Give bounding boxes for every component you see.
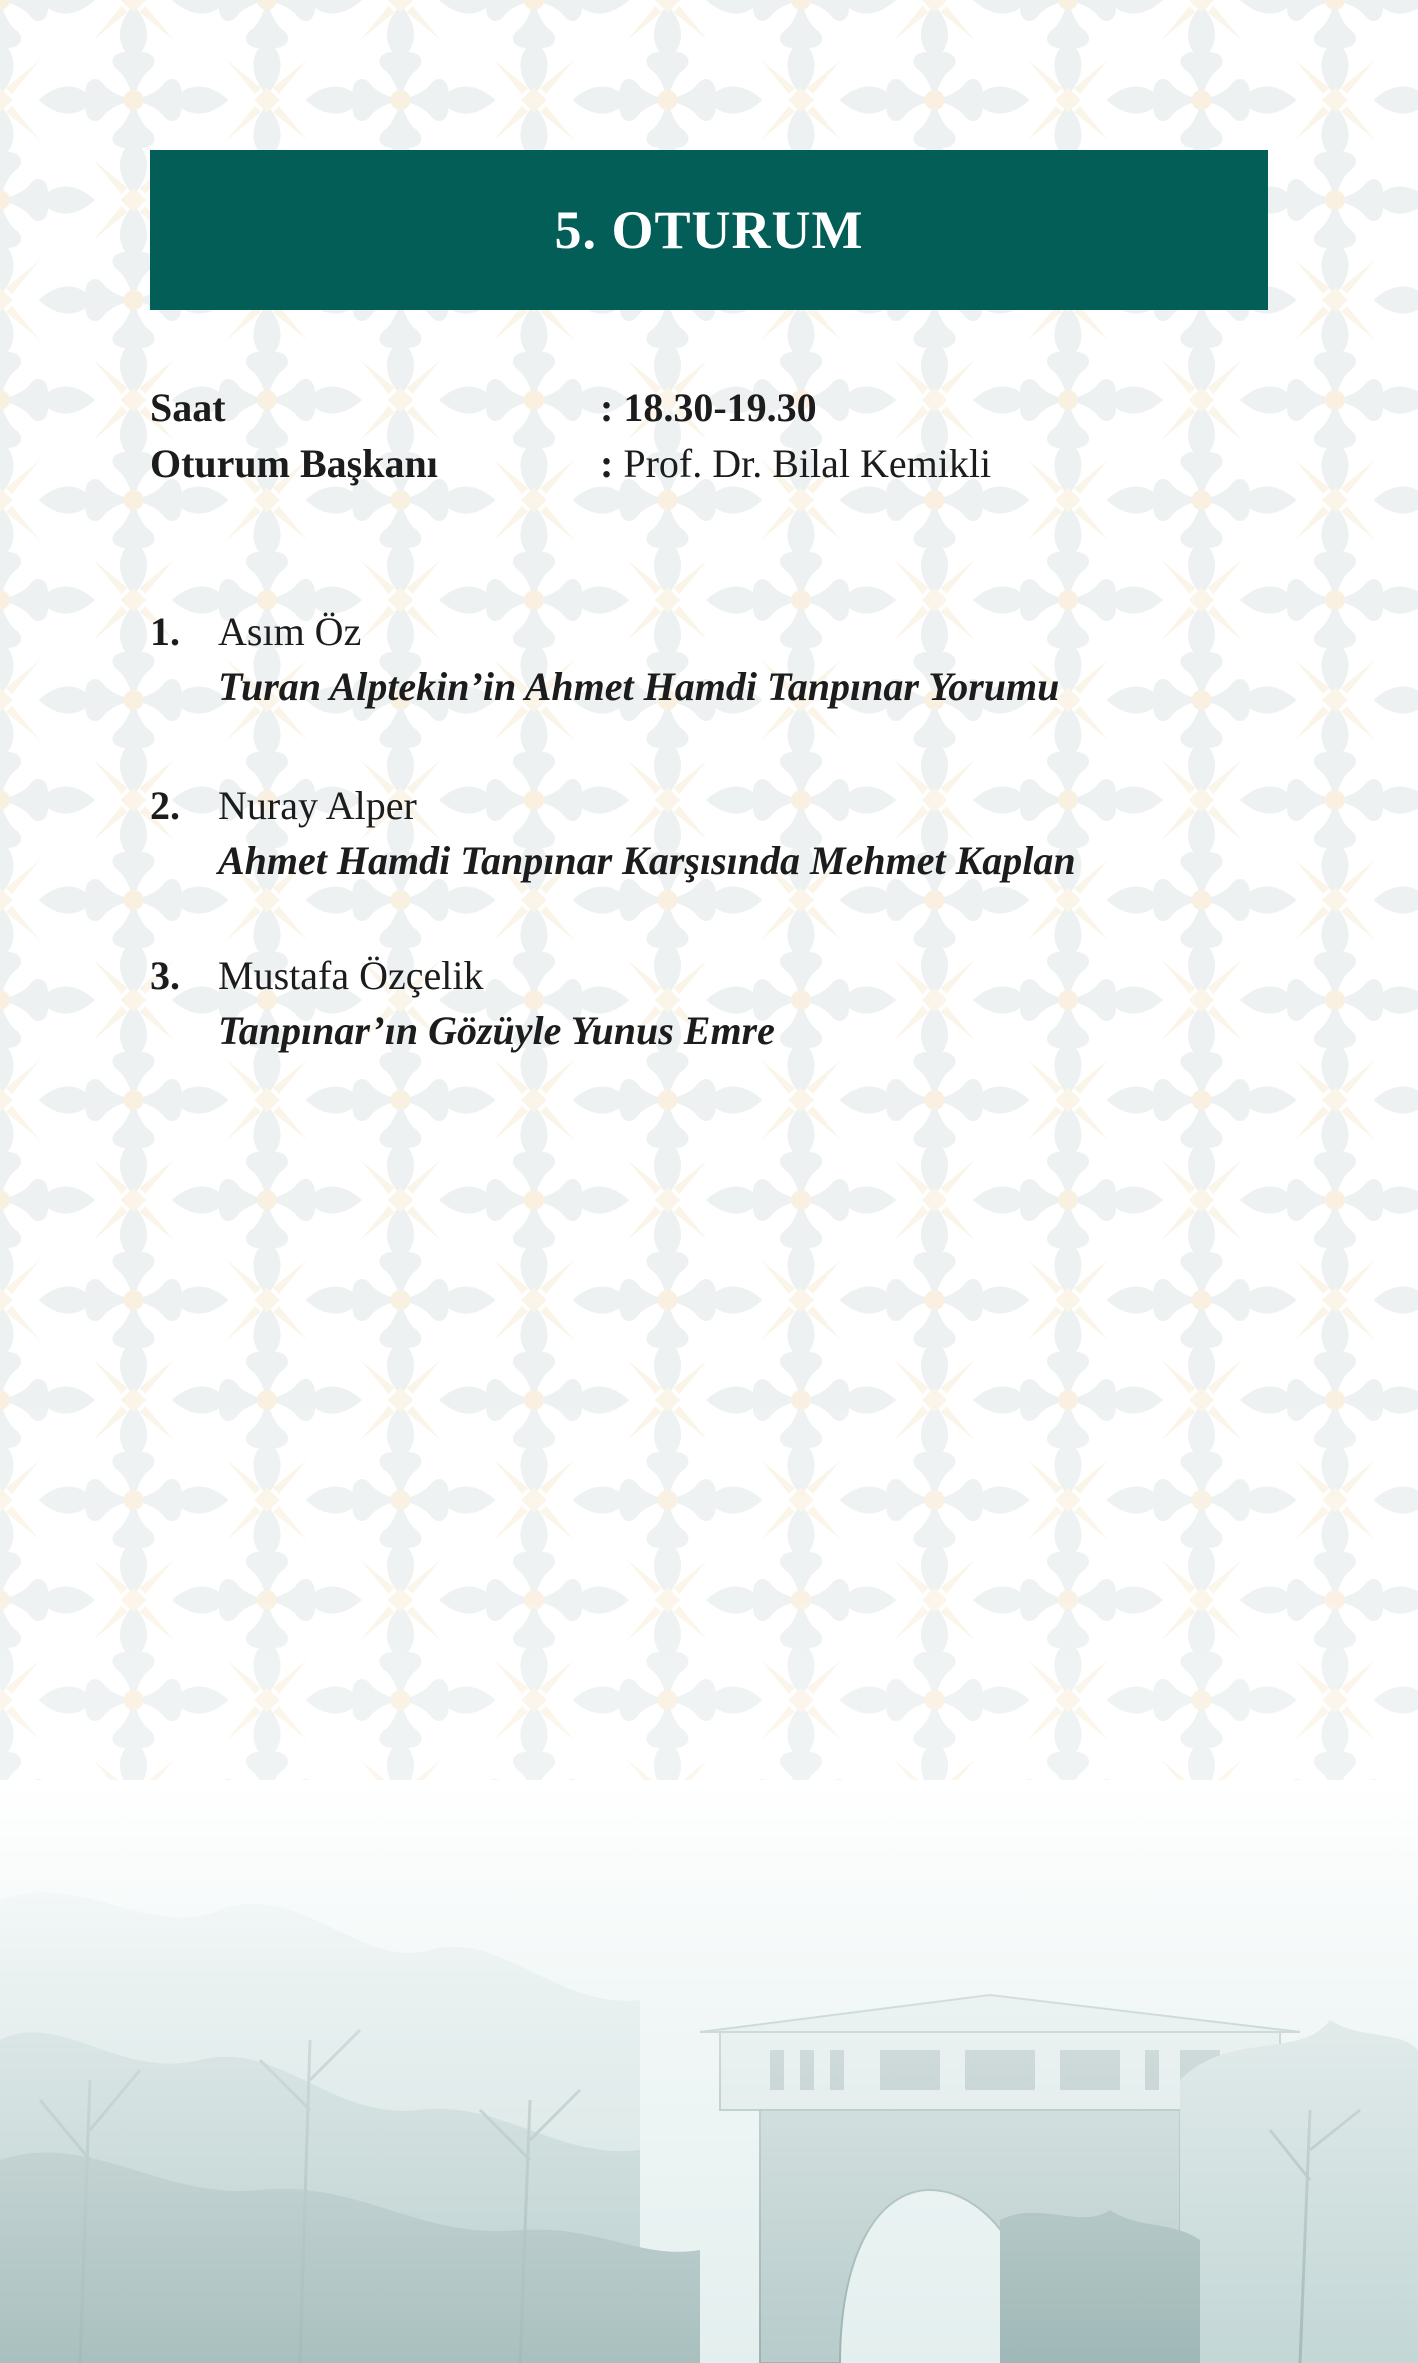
time-separator: : <box>600 385 614 430</box>
time-value: 18.30-19.30 <box>623 385 817 430</box>
talk-item <box>150 948 1076 1058</box>
session-meta <box>150 380 991 492</box>
chair-row <box>150 436 991 492</box>
chair-value: Prof. Dr. Bilal Kemikli <box>623 441 992 486</box>
talk-title: Turan Alptekin’in Ahmet Hamdi Tanpınar Yorumu <box>218 664 1060 709</box>
talk-number: 2. <box>150 783 180 828</box>
talk-number: 3. <box>150 953 180 998</box>
time-label: Saat <box>150 385 226 430</box>
chair-separator: : <box>600 441 614 486</box>
session-title: 5. OTURUM <box>554 200 864 260</box>
talk-list <box>150 604 1076 1058</box>
talk-speaker: Mustafa Özçelik <box>218 953 484 998</box>
talk-speaker: Asım Öz <box>218 609 362 654</box>
faded-town-landscape-image <box>0 1780 1418 2363</box>
talk-title: Ahmet Hamdi Tanpınar Karşısında Mehmet Kaplan <box>218 838 1076 883</box>
time-row <box>150 380 991 436</box>
talk-item <box>150 604 1076 714</box>
session-header-band <box>150 150 1268 310</box>
talk-number: 1. <box>150 609 180 654</box>
talk-item <box>150 778 1076 888</box>
chair-label: Oturum Başkanı <box>150 441 438 486</box>
talk-speaker: Nuray Alper <box>218 783 417 828</box>
talk-title: Tanpınar’ın Gözüyle Yunus Emre <box>218 1008 775 1053</box>
